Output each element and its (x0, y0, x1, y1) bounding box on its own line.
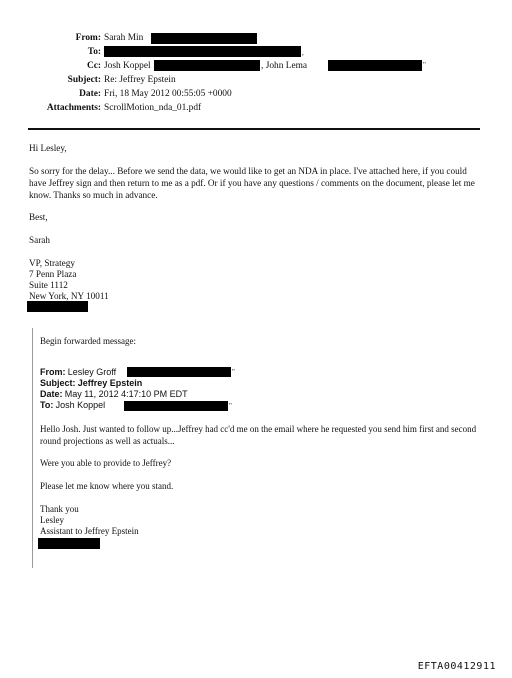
cc-value-1: Josh Koppel (104, 61, 151, 71)
fwd-from (40, 367, 116, 378)
fwd-date-label: Date: (40, 389, 63, 399)
redaction-cc-1 (154, 60, 260, 71)
attachment-file-link[interactable]: ScrollMotion_nda_01.pdf (104, 103, 202, 113)
redaction-fwd-from (127, 367, 231, 377)
from-label: From: (75, 33, 101, 43)
attachments-label: Attachments: (46, 103, 101, 113)
sender-name: Sarah (29, 235, 50, 245)
forward-intro: Begin forwarded message: (40, 336, 136, 346)
fwd-sign-name: Lesley (40, 515, 64, 525)
redaction-from-email (151, 33, 257, 44)
signature-line-2: 7 Penn Plaza (29, 269, 77, 279)
fwd-date-value: May 11, 2012 4:17:10 PM EDT (64, 389, 188, 399)
subject-value: Re: Jeffrey Epstein (104, 75, 176, 85)
fwd-subject-value: Jeffrey Epstein (77, 378, 143, 388)
fwd-to-label: To: (40, 400, 54, 410)
signature-line-1: VP, Strategy (29, 258, 75, 268)
fwd-subject (40, 378, 142, 389)
redaction-signature (27, 301, 88, 312)
fwd-to (40, 400, 105, 411)
redaction-fwd-to (124, 401, 228, 411)
fwd-to-value: Josh Koppel (55, 400, 106, 410)
subject-label: Subject: (67, 75, 101, 85)
fwd-sign-title: Assistant to Jeffrey Epstein (40, 526, 139, 536)
cc-value-2: , John Lema (261, 61, 308, 71)
closing: Best, (29, 212, 48, 222)
greeting: Hi Lesley, (29, 143, 67, 153)
from-value: Sarah Min (104, 33, 144, 43)
header-divider (28, 128, 480, 130)
fwd-date (40, 389, 188, 400)
redaction-to (104, 46, 301, 57)
fwd-thanks: Thank you (40, 504, 79, 514)
signature-line-3: Suite 1112 (29, 280, 68, 290)
document-id: EFTA00412911 (417, 661, 496, 672)
quote-bar (32, 328, 33, 568)
body-paragraph: So sorry for the delay... Before we send the data, we would like to get an NDA in place. I've attached here, if you could have Jeffrey sign and then return to me as a pdf. Or if you have any questions / comments on the document, please let me know. Thanks so much in advance. (29, 166, 475, 201)
to-label: To: (87, 47, 101, 57)
fwd-paragraph-1: Hello Josh. Just wanted to follow up...Jeffrey had cc'd me on the email where he requested you send him first and second round projections as well as actuals... (40, 424, 477, 446)
fwd-from-value: Lesley Groff (67, 367, 117, 377)
fwd-subject-label: Subject: (40, 378, 76, 388)
signature-line-4: New York, NY 10011 (29, 291, 109, 301)
cc-label: Cc: (86, 61, 101, 71)
redaction-fwd-signature (38, 538, 100, 549)
date-label: Date: (79, 89, 101, 99)
fwd-paragraph-2: Were you able to provide to Jeffrey? (40, 458, 172, 468)
fwd-paragraph-3: Please let me know where you stand. (40, 481, 174, 491)
date-value: Fri, 18 May 2012 00:55:05 +0000 (104, 89, 232, 99)
fwd-from-label: From: (40, 367, 66, 377)
redaction-cc-2 (328, 60, 422, 71)
